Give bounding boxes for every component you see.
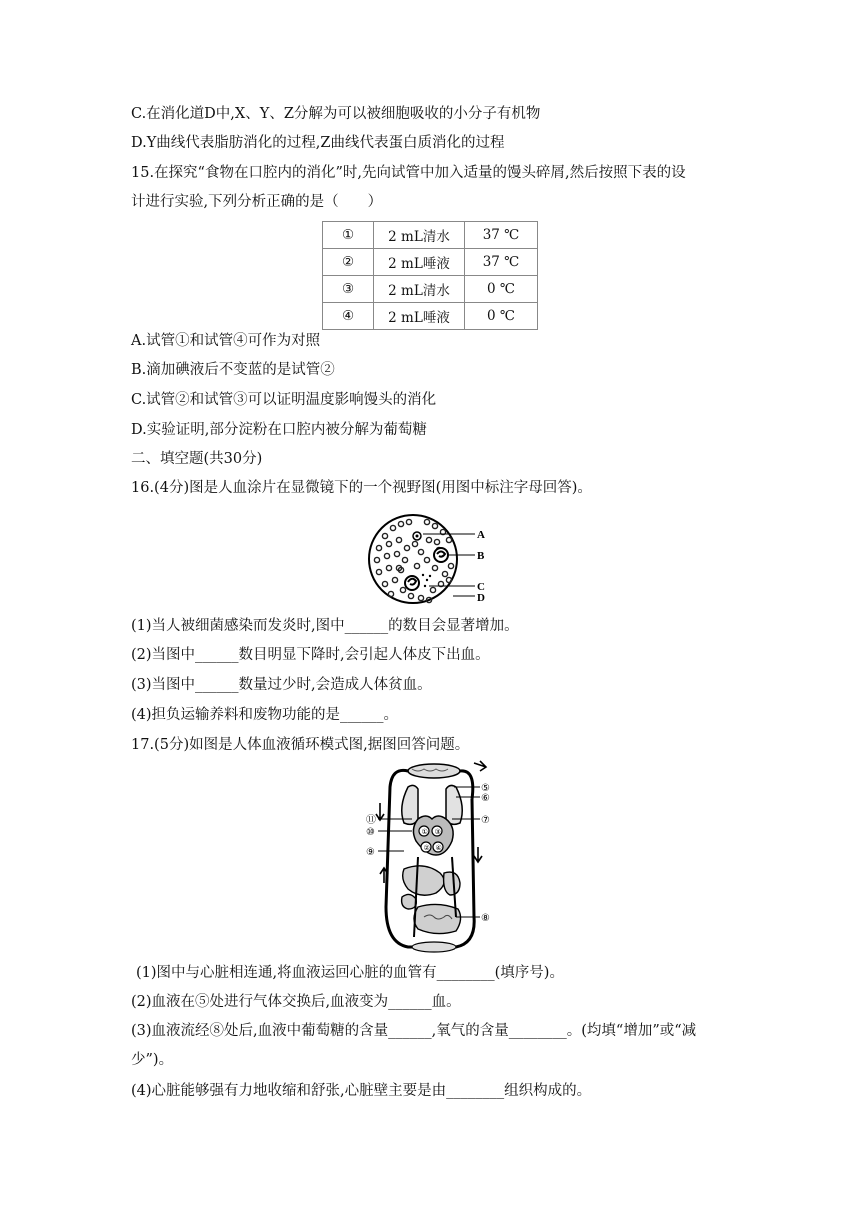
table-cell: ③ <box>323 276 374 303</box>
q15-option-c: C.试管②和试管③可以证明温度影响馒头的消化 <box>131 392 437 408</box>
table-row <box>323 222 538 249</box>
q17-sub3b: 少”)。 <box>131 1052 174 1068</box>
fig-label-4: ④ <box>435 844 442 852</box>
fig-label-d: D <box>477 592 485 604</box>
blood-circulation-figure <box>364 757 498 953</box>
q17-sub3a: (3)血液流经⑧处后,血液中葡萄糖的含量______,氧气的含量________。(均填“增加”或“减 <box>131 1023 697 1039</box>
fig-label-a: A <box>477 529 485 541</box>
q16-sub4: (4)担负运输养料和废物功能的是______。 <box>131 707 399 723</box>
fig-label-8: ⑧ <box>481 913 490 924</box>
q14-option-d: D.Y曲线代表脂肪消化的过程,Z曲线代表蛋白质消化的过程 <box>131 135 505 151</box>
q16-stem: 16.(4分)图是人血涂片在显微镜下的一个视野图(用图中标注字母回答)。 <box>131 480 592 496</box>
fig-label-9: ⑨ <box>366 847 375 858</box>
q16-sub1: (1)当人被细菌感染而发炎时,图中______的数目会显著增加。 <box>131 618 519 634</box>
q15-option-a: A.试管①和试管④可作为对照 <box>131 333 321 349</box>
table-cell: ④ <box>323 303 374 330</box>
q17-sub2: (2)血液在⑤处进行气体交换后,血液变为______血。 <box>131 994 461 1010</box>
q17-sub4: (4)心脏能够强有力地收缩和舒张,心脏壁主要是由________组织构成的。 <box>131 1083 592 1099</box>
q16-sub3: (3)当图中______数量过少时,会造成人体贫血。 <box>131 677 432 693</box>
fig-label-7: ⑦ <box>481 815 490 826</box>
table-cell: ① <box>323 222 374 249</box>
table-row <box>323 249 538 276</box>
table-cell: 37 ℃ <box>465 249 538 276</box>
table-cell: 2 mL清水 <box>374 222 465 249</box>
q15-option-d: D.实验证明,部分淀粉在口腔内被分解为葡萄糖 <box>131 422 427 438</box>
q15-stem-line1: 15.在探究“食物在口腔内的消化”时,先向试管中加入适量的馒头碎屑,然后按照下表的设 <box>131 165 686 181</box>
fig-label-1: ① <box>421 828 428 836</box>
fig-label-3: ③ <box>434 828 441 836</box>
table-row <box>323 303 538 330</box>
table-cell: 2 mL唾液 <box>374 303 465 330</box>
fig-label-6: ⑥ <box>481 793 490 804</box>
table-cell: 2 mL清水 <box>374 276 465 303</box>
q16-sub2: (2)当图中______数目明显下降时,会引起人体皮下出血。 <box>131 647 490 663</box>
table-cell: 37 ℃ <box>465 222 538 249</box>
q17-stem: 17.(5分)如图是人体血液循环模式图,据图回答问题。 <box>131 737 470 753</box>
fig-label-5: ⑤ <box>481 783 490 794</box>
fig-label-11: ⑪ <box>366 815 376 826</box>
q17-sub1: (1)图中与心脏相连通,将血液运回心脏的血管有________(填序号)。 <box>136 965 564 981</box>
table-cell: ② <box>323 249 374 276</box>
table-cell: 0 ℃ <box>465 303 538 330</box>
table-cell: 0 ℃ <box>465 276 538 303</box>
table-row <box>323 276 538 303</box>
q15-option-b: B.滴加碘液后不变蓝的是试管② <box>131 362 335 378</box>
fig-label-c: C <box>477 581 485 593</box>
table-cell: 2 mL唾液 <box>374 249 465 276</box>
blood-smear-figure <box>365 510 495 608</box>
fig-label-b: B <box>477 550 485 562</box>
fig-label-10: ⑩ <box>366 827 375 838</box>
q15-stem-line2: 计进行实验,下列分析正确的是（ ） <box>131 194 383 210</box>
q14-option-c: C.在消化道D中,X、Y、Z分解为可以被细胞吸收的小分子有机物 <box>131 106 541 122</box>
fig-label-2: ② <box>423 844 430 852</box>
q15-experiment-table <box>322 221 538 330</box>
section-heading: 二、填空题(共30分) <box>131 451 263 467</box>
